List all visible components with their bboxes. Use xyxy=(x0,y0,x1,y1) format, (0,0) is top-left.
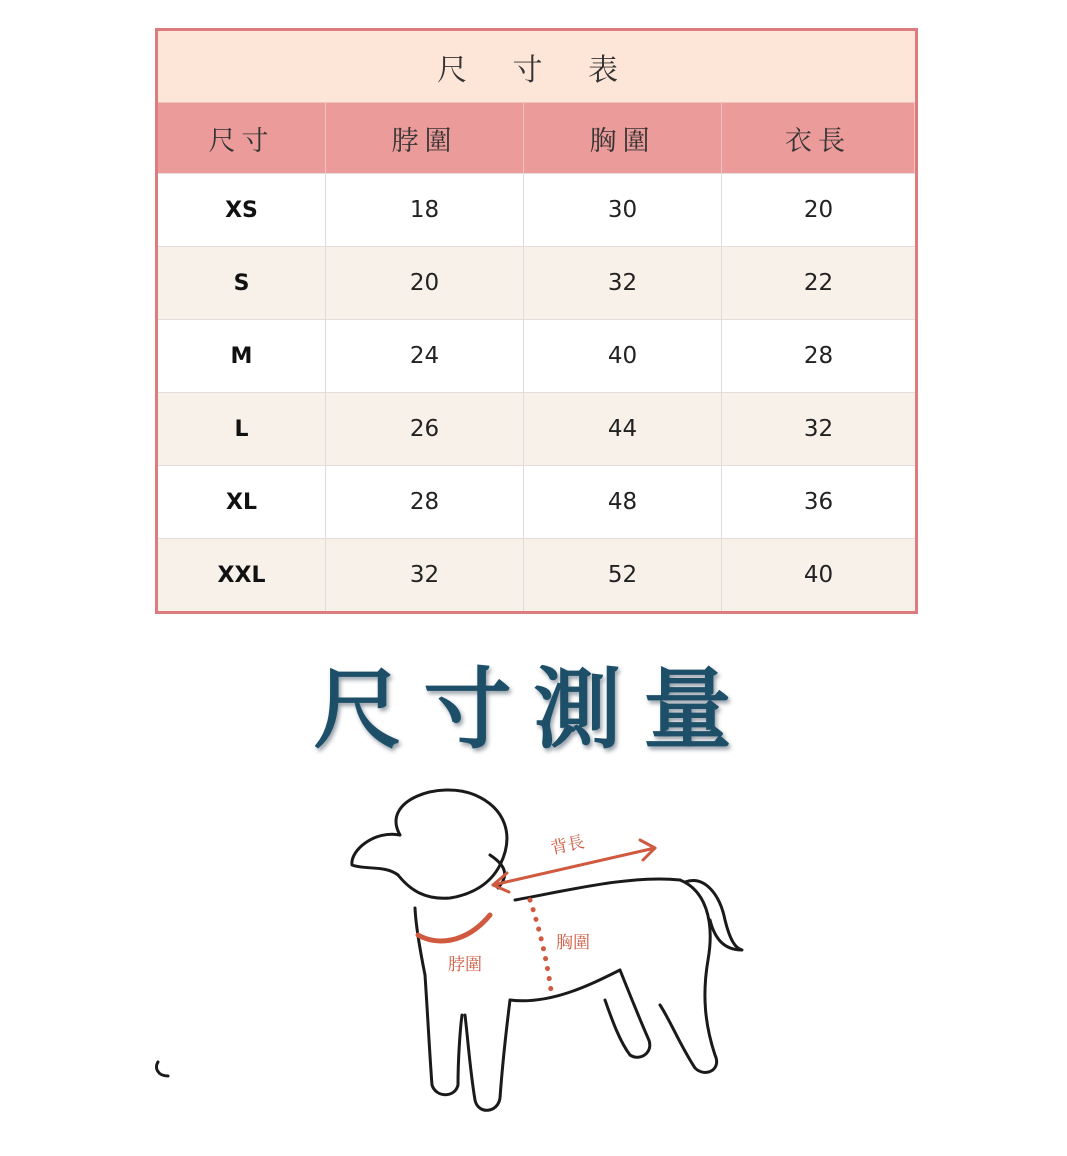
cell-neck: 32 xyxy=(326,538,524,611)
dog-ear-left xyxy=(352,834,400,875)
header-neck: 脖圍 xyxy=(326,103,524,173)
dog-front-leg-right xyxy=(465,1000,510,1110)
cell-length: 40 xyxy=(722,538,915,611)
cell-length: 20 xyxy=(722,173,915,246)
cell-neck: 18 xyxy=(326,173,524,246)
cell-size: M xyxy=(158,319,326,392)
cell-length: 36 xyxy=(722,465,915,538)
cell-size: S xyxy=(158,246,326,319)
size-table xyxy=(155,28,918,614)
cell-chest: 44 xyxy=(524,392,722,465)
dog-tail xyxy=(685,881,742,950)
cell-length: 32 xyxy=(722,392,915,465)
chest-measure-line xyxy=(530,900,552,998)
cell-neck: 20 xyxy=(326,246,524,319)
table-title: 尺 寸 表 xyxy=(158,31,915,103)
cell-chest: 48 xyxy=(524,465,722,538)
cell-size: XS xyxy=(158,173,326,246)
dog-measurement-diagram xyxy=(330,780,770,1130)
dog-back xyxy=(515,879,680,900)
back-length-label: 背長 xyxy=(548,832,587,859)
dog-neck xyxy=(415,908,425,975)
cell-size: XXL xyxy=(158,538,326,611)
chest-label: 胸圍 xyxy=(556,933,590,953)
header-chest: 胸圍 xyxy=(524,103,722,173)
cell-chest: 40 xyxy=(524,319,722,392)
dog-front-leg-left xyxy=(425,975,462,1095)
cell-neck: 26 xyxy=(326,392,524,465)
cell-size: L xyxy=(158,392,326,465)
cell-neck: 28 xyxy=(326,465,524,538)
cell-length: 22 xyxy=(722,246,915,319)
neck-measure-line xyxy=(418,915,490,941)
stray-mark xyxy=(150,1058,174,1082)
neck-label: 脖圍 xyxy=(448,955,482,975)
dog-hind-leg xyxy=(605,970,650,1057)
header-size: 尺寸 xyxy=(158,103,326,173)
dog-rear xyxy=(660,880,717,1072)
cell-neck: 24 xyxy=(326,319,524,392)
cell-chest: 52 xyxy=(524,538,722,611)
header-length: 衣長 xyxy=(722,103,915,173)
measurement-heading: 尺寸測量 xyxy=(313,658,754,761)
cell-chest: 30 xyxy=(524,173,722,246)
dog-belly xyxy=(510,970,620,1001)
cell-chest: 32 xyxy=(524,246,722,319)
cell-size: XL xyxy=(158,465,326,538)
dog-head xyxy=(396,790,507,898)
cell-length: 28 xyxy=(722,319,915,392)
